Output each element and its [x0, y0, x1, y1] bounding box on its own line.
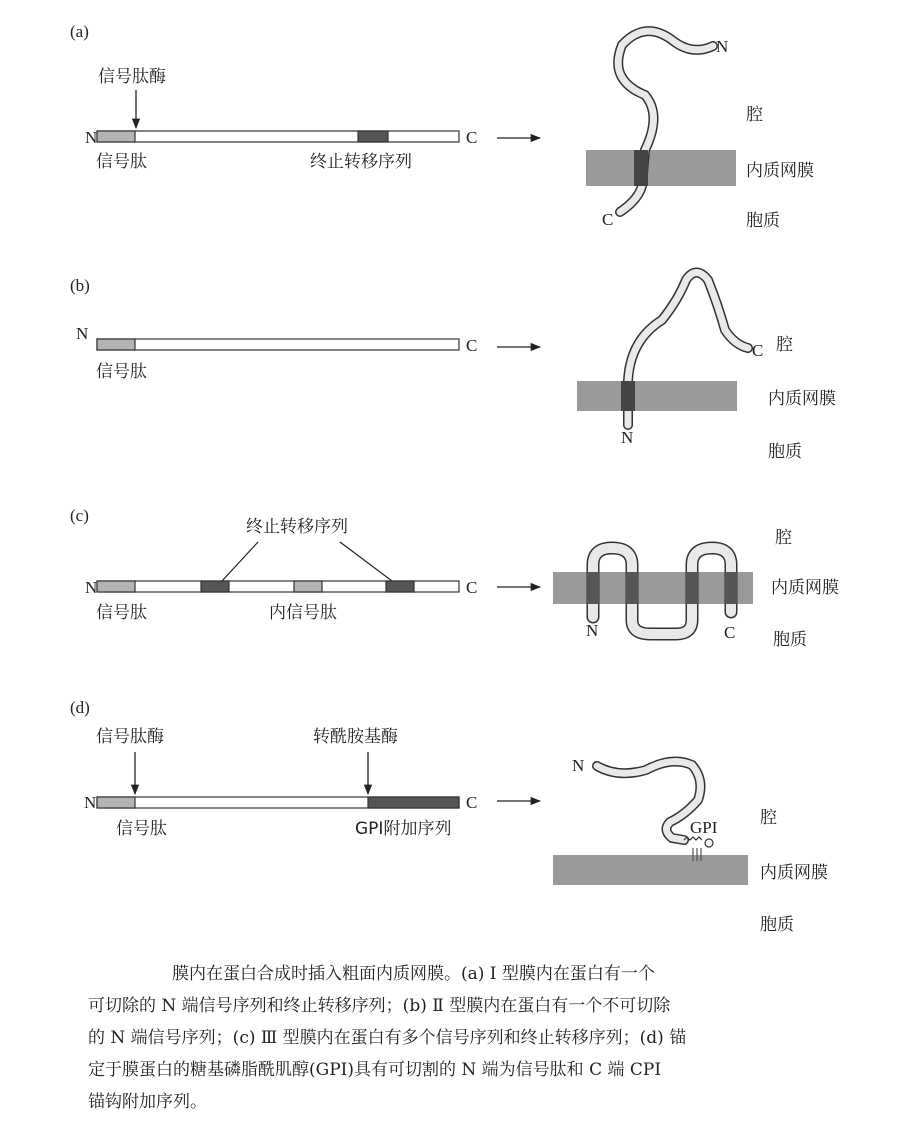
gpi-attachment-segment — [368, 797, 459, 808]
gpi-sequence-label: GPI附加序列 — [355, 819, 452, 839]
protein-c-label: C — [602, 210, 614, 229]
transmembrane-segment — [587, 572, 599, 604]
n-terminus-label: N — [85, 128, 98, 147]
caption-line: 可切除的 N 端信号序列和终止转移序列；(b) Ⅱ 型膜内在蛋白有一个不可切除 — [88, 996, 671, 1016]
panel-d-tag: (d) — [70, 698, 90, 717]
lumen-label: 腔 — [746, 105, 763, 125]
c-terminus-label: C — [466, 578, 478, 597]
gpi-label: GPI — [690, 818, 718, 837]
er-membrane — [553, 855, 748, 885]
panel-a-tag: (a) — [70, 22, 89, 41]
lumen-label: 腔 — [775, 528, 792, 548]
panel-b-tag: (b) — [70, 276, 90, 295]
membrane-label: 内质网膜 — [768, 389, 836, 409]
protein-n-label: N — [716, 37, 729, 56]
cytosol-label: 胞质 — [768, 442, 802, 462]
panel-b — [70, 273, 836, 463]
transmembrane-segment — [621, 381, 635, 411]
panel-d — [70, 698, 828, 935]
transmembrane-segment — [686, 572, 698, 604]
precursor-bar — [97, 339, 459, 350]
signal-segment — [97, 131, 135, 142]
er-membrane — [553, 572, 753, 604]
signal-peptidase-label: 信号肽酶 — [96, 727, 164, 747]
pointer-line — [340, 542, 392, 581]
gpi-anchor-head — [705, 839, 713, 847]
signal-peptide-label: 信号肽 — [116, 819, 167, 839]
lumen-label: 腔 — [776, 335, 793, 355]
stop-transfer-segment — [358, 131, 388, 142]
n-terminus-label: N — [85, 578, 98, 597]
n-terminus-label: N — [84, 793, 97, 812]
membrane-label: 内质网膜 — [760, 863, 828, 883]
lumen-label: 腔 — [760, 808, 777, 828]
signal-segment — [97, 797, 135, 808]
stop-transfer-segment — [386, 581, 414, 592]
stop-transfer-segment — [201, 581, 229, 592]
stop-transfer-label: 终止转移序列 — [246, 517, 348, 537]
stop-transfer-label: 终止转移序列 — [310, 152, 412, 172]
precursor-bar — [97, 131, 459, 142]
transamidase-label: 转酰胺基酶 — [313, 727, 398, 747]
signal-peptidase-label: 信号肽酶 — [98, 67, 166, 87]
internal-signal-label: 内信号肽 — [269, 603, 337, 623]
caption-line: 膜内在蛋白合成时插入粗面内质网膜。(a) Ⅰ 型膜内在蛋白有一个 — [172, 964, 655, 984]
pointer-line — [222, 542, 258, 581]
signal-segment — [97, 581, 135, 592]
panel-c-tag: (c) — [70, 506, 89, 525]
c-terminus-label: C — [466, 336, 478, 355]
protein-n-label: N — [621, 428, 634, 447]
caption-line: 定于膜蛋白的糖基磷脂酰肌醇(GPI)具有可切割的 N 端为信号肽和 C 端 CPI — [88, 1060, 662, 1080]
membrane-label: 内质网膜 — [771, 578, 839, 598]
internal-signal-segment — [294, 581, 322, 592]
signal-peptide-label: 信号肽 — [96, 603, 147, 623]
protein-n-label: N — [586, 621, 599, 640]
membrane-label: 内质网膜 — [746, 161, 814, 181]
panel-c — [70, 506, 839, 650]
n-terminus-label: N — [76, 324, 89, 343]
cytosol-label: 胞质 — [773, 630, 807, 650]
signal-segment — [97, 339, 135, 350]
cytosol-label: 胞质 — [760, 915, 794, 935]
transmembrane-segment — [725, 572, 737, 604]
c-terminus-label: C — [466, 128, 478, 147]
protein-c-label: C — [724, 623, 736, 642]
er-membrane — [577, 381, 737, 411]
figure-caption — [88, 958, 858, 1118]
transmembrane-segment — [634, 150, 648, 186]
c-terminus-label: C — [466, 793, 478, 812]
signal-peptide-label: 信号肽 — [96, 152, 147, 172]
caption-line: 的 N 端信号序列；(c) Ⅲ 型膜内在蛋白有多个信号序列和终止转移序列；(d) 锚 — [88, 1028, 687, 1048]
protein-n-label: N — [572, 756, 585, 775]
transmembrane-segment — [626, 572, 638, 604]
er-membrane — [586, 150, 736, 186]
signal-peptide-label: 信号肽 — [96, 362, 147, 382]
caption-line: 锚钩附加序列。 — [88, 1092, 207, 1112]
cytosol-label: 胞质 — [746, 211, 780, 231]
protein-c-label: C — [752, 341, 764, 360]
panel-a — [70, 22, 814, 231]
